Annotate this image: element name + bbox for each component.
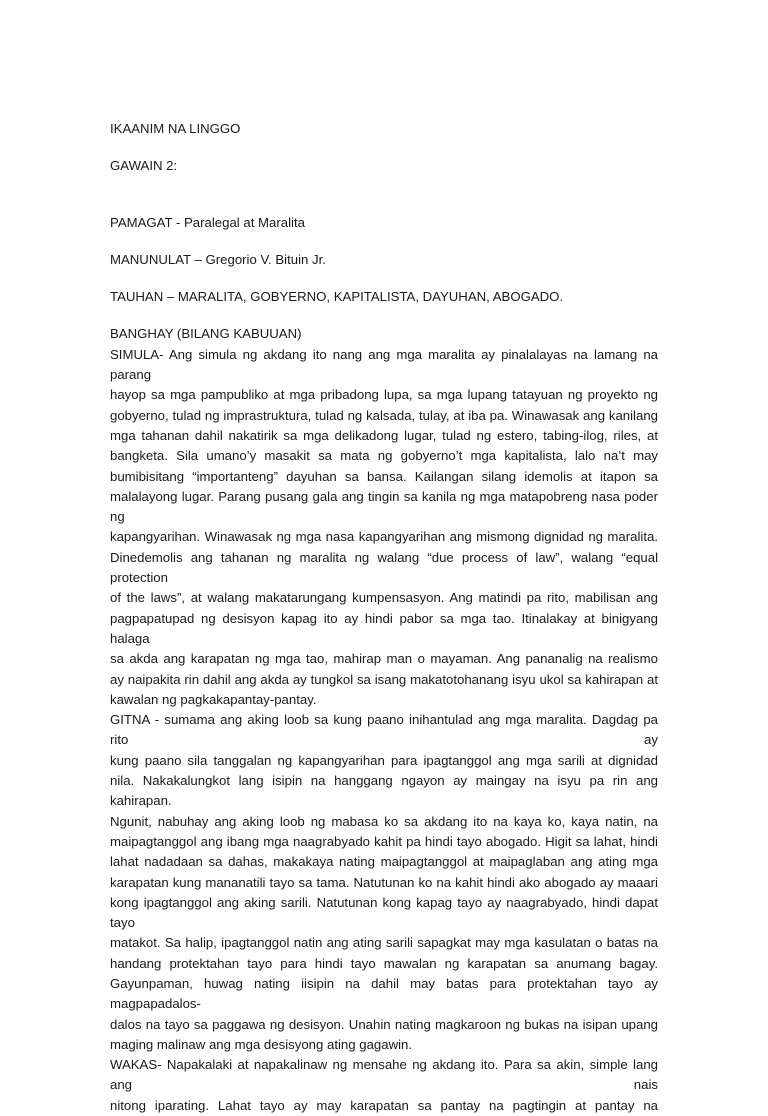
wakas-line: nitong iparating. Lahat tayo ay may karapatan sa pantay na pagtingin at pantay na	[110, 1097, 658, 1113]
gitna-line: Gayunpaman, huwag nating iisipin na dahil may batas para protektahan tayo ay magpapadalos-	[110, 975, 658, 1012]
simula-line: kawalan ng pagkakapantay-pantay.	[110, 691, 317, 707]
gitna-line: GITNA - sumama ang aking loob sa kung paano inihantulad ang mga maralita. Dagdag pa rito ay	[110, 712, 658, 748]
simula-line: sa akda ang karapatan ng mga tao, mahirap man o mayaman. Ang pananalig na realismo	[110, 651, 658, 667]
document-body	[110, 119, 658, 1116]
wakas-paragraph	[110, 1055, 658, 1116]
simula-line: of the laws”, at walang makatarungang kumpensasyon. Ang matindi pa rito, mabilisan ang	[110, 590, 658, 606]
week-heading: IKAANIM NA LINGGO	[110, 121, 241, 136]
gitna-line: kung paano sila tanggalan ng kapangyarihan para ipagtanggol ang mga sarili at dignidad	[110, 752, 658, 768]
gitna-line: maipagtanggol ang ibang mga naagrabyado kahit pa hindi tayo abogado. Higit sa lahat, hindi	[110, 833, 658, 849]
gitna-line: maging malinaw ang mga desisyong ating gagawin.	[110, 1036, 413, 1052]
simula-line: pagpapatupad ng desisyon kapag ito ay hindi pabor sa mga tao. Itinalakay at binigyang halaga	[110, 610, 658, 646]
characters-line: TAUHAN – MARALITA, GOBYERNO, KAPITALISTA, DAYUHAN, ABOGADO.	[110, 289, 564, 305]
simula-line: bumibisitang “importanteng” dayuhan sa bansa. Kailangan silang idemolis at itapon sa	[110, 468, 658, 484]
gitna-line: matakot. Sa halip, ipagtanggol natin ang ating sarili sapagkat may mga kasulatan o batas na	[110, 935, 658, 951]
simula-line: kapangyarihan. Winawasak ng mga nasa kapangyarihan ang mismong dignidad ng maralita.	[110, 529, 658, 545]
gitna-line: karapatan kung mananatili tayo sa tama. Natutunan ko na kahit hindi ako abogado ay maaari	[110, 874, 658, 890]
gitna-paragraph	[110, 710, 658, 1055]
author-line: MANUNULAT – Gregorio V. Bituin Jr.	[110, 251, 326, 267]
wakas-line: WAKAS- Napakalaki at napakalinaw ng mensahe ng akdang ito. Para sa akin, simple lang ang nais	[110, 1057, 658, 1093]
simula-line: SIMULA- Ang simula ng akdang ito nang ang mga maralita ay pinalalayas na lamang na parang	[110, 346, 658, 383]
simula-line: malalayong lugar. Parang pusang gala ang tingin sa kanila ng mga matapobreng nasa poder ng	[110, 488, 658, 525]
gitna-line: dalos na tayo sa paggawa ng desisyon. Unahin nating magkaroon ng bukas na isipan upang	[110, 1016, 658, 1032]
activity-heading: GAWAIN 2:	[110, 158, 178, 174]
simula-line: gobyerno, tulad ng imprastruktura, tulad ng kalsada, tulay, at iba pa. Winawasak ang kanilang	[110, 407, 658, 423]
simula-paragraph	[110, 345, 658, 710]
gitna-line: Ngunit, nabuhay ang aking loob ng mabasa ko sa akdang ito na kaya ko, kaya natin, na	[110, 813, 658, 829]
simula-line: Dinedemolis ang tahanan ng maralita ng walang “due process of law”, walang “equal protection	[110, 549, 658, 586]
plot-heading: BANGHAY (BILANG KABUUAN)	[110, 326, 302, 342]
simula-line: hayop sa mga pampubliko at mga pribadong lupa, sa mga lupang tatayuan ng proyekto ng	[110, 387, 658, 403]
gitna-line: handang protektahan tayo para hindi tayo mawalan ng karapatan sa anumang bagay.	[110, 955, 658, 971]
gitna-line: lahat nadadaan sa dahas, makakaya nating maipagtanggol at maipaglaban ang ating mga	[110, 854, 658, 870]
simula-line: ay naipakita rin dahil ang akda ay tungkol sa isang makatotohanang isyu ukol sa kahirapan at	[110, 671, 658, 687]
title-line: PAMAGAT - Paralegal at Maralita	[110, 214, 305, 230]
gitna-line: nila. Nakakalungkot lang isipin na hanggang ngayon ay maingay na isyu pa rin ang kahirapan.	[110, 773, 658, 809]
simula-line: mga tahanan dahil nakatirik sa mga delikadong lugar, tulad ng estero, tabing-ilog, riles, at	[110, 427, 658, 443]
simula-line: bangketa. Sila umano’y masakit sa mata ng gobyerno’t mga kapitalista, lalo na’t may	[110, 448, 658, 464]
gitna-line: kong ipagtanggol ang aking sarili. Natutunan kong kapag tayo ay naagrabyado, hindi dapat tayo	[110, 894, 658, 931]
